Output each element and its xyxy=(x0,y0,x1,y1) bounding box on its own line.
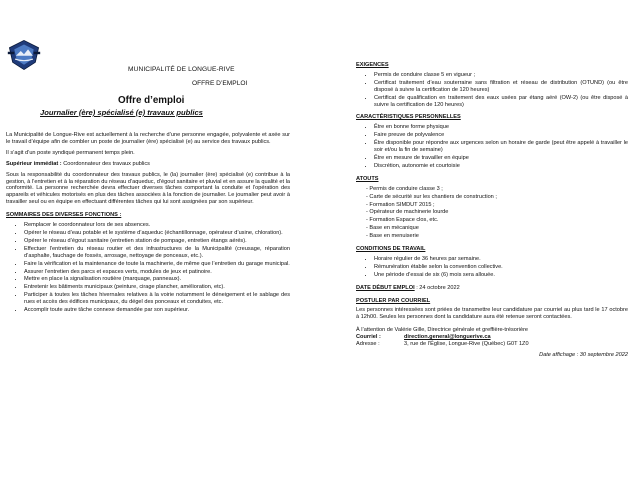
list-item: - Permis de conduire classe 3 ; xyxy=(366,186,628,193)
email-link[interactable]: direction.general@longuerive.ca xyxy=(404,334,491,341)
intro-status: Il s’agit d’un poste syndiqué permanent temps plein. xyxy=(6,149,135,156)
supervisor-label: Supérieur immédiat : xyxy=(6,160,62,167)
list-item: - Opérateur de machinerie lourde xyxy=(366,209,628,216)
conditions-list xyxy=(356,256,628,279)
list-item: • Être en bonne forme physique xyxy=(374,124,628,131)
description-paragraph: Sous la responsabilité du coordonnateur des travaux publics, le (la) journalier (ère) spécialisé (e) contribue à la gestion, à l’entretien et à la réparation du réseau d’aqueduc, d’égout sanitaire et pluvial et en assure la qualité et la conformité. La personne recherchée devra effectuer diverses tâches comportant la conduite et l’opération des appareils et véhicules motorisés en plus des tâches associées à la fonction de journalier. Le journalier peut avoir à travailler seul ou en équipe en effectuant différentes tâches qui lui sont assignées par son supérieur. xyxy=(6,171,290,206)
municipality-logo-icon xyxy=(6,38,42,72)
email-label: Courriel : xyxy=(356,334,381,341)
address-label: Adresse : xyxy=(356,341,380,348)
list-item: • Une période d’essai de six (6) mois sera allouée. xyxy=(374,272,628,279)
list-item: • Entretenir les bâtiments municipaux (peinture, cirage plancher, amélioration, etc). xyxy=(24,284,290,291)
list-item: • Opérer le réseau d’eau potable et le système d’aqueduc (échantillonnage, opérateur d’usine, chloration). xyxy=(24,230,290,237)
list-item: • Faire la vérification et la maintenance de toute la machinerie, de même que l’entretien du garage municipal. xyxy=(24,261,290,268)
list-item: • Participer à toutes les tâches hivernales relatives à la voirie notamment le déneigement et le sablage des rues et accès des édifices municipaux, du dégel des ponceaux et conduites, etc. xyxy=(24,292,290,306)
address-row xyxy=(356,341,628,348)
supervisor-line xyxy=(6,161,290,168)
list-item: • Discrétion, autonomie et courtoisie xyxy=(374,163,628,170)
list-item: • Effectuer l’entretien du réseau routier et des infrastructures de la Municipalité (creusage, réparation d’asphalte, fauchage de fossés, arrosage, nettoyage de ponceaux, etc.). xyxy=(24,246,290,260)
list-item: - Carte de sécurité sur les chantiers de construction ; xyxy=(366,194,628,201)
assets-list xyxy=(356,186,628,240)
requirements-list xyxy=(356,72,628,109)
list-item: - Base en menuiserie xyxy=(366,233,628,240)
list-item: • Permis de conduire classe 5 en vigueur ; xyxy=(374,72,628,79)
apply-text: Les personnes intéressées sont priées de transmettre leur candidature par courriel au plus tard le 17 octobre à 12h00. Seules les personnes dont la candidature aura été retenue seront contactées. xyxy=(356,307,628,321)
list-item: • Certificat de qualification en traitement des eaux usées par étang aéré (OW-2) (ou être disposé à suivre la certification de 120 heures) xyxy=(374,95,628,109)
apply-heading: POSTULER PAR COURRIEL xyxy=(356,297,431,304)
assets-heading: ATOUTS xyxy=(356,175,379,182)
address-value: 3, rue de l’Église, Longue-Rive (Québec) G0T 1Z0 xyxy=(404,341,529,348)
list-item: - Formation Espace clos, etc. xyxy=(366,217,628,224)
page-title: Offre d’emploi xyxy=(118,95,185,106)
supervisor-value: Coordonnateur des travaux publics xyxy=(61,160,150,167)
start-date-line xyxy=(356,285,628,292)
personal-heading: CARACTÉRISTIQUES PERSONNELLES xyxy=(356,114,461,121)
start-date-label: DATE DÉBUT EMPLOI xyxy=(356,284,415,291)
list-item: - Formation SIMDUT 2015 ; xyxy=(366,202,628,209)
left-column xyxy=(6,132,290,315)
list-item: • Opérer le réseau d’égout sanitaire (entretien station de pompage, entretien étangs aérés). xyxy=(24,238,290,245)
job-subtitle: Journalier (ère) spécialisé (e) travaux publics xyxy=(40,108,203,117)
list-item: • Horaire régulier de 36 heures par semaine. xyxy=(374,256,628,263)
list-item: • Assurer l’entretien des parcs et espaces verts, modules de jeux et patinoire. xyxy=(24,269,290,276)
list-item: • Remplacer le coordonnateur lors de ses absences. xyxy=(24,222,290,229)
conditions-heading: CONDITIONS DE TRAVAIL xyxy=(356,246,426,253)
list-item: • Rémunération établie selon la convention collective. xyxy=(374,264,628,271)
contact-block xyxy=(356,327,628,348)
list-item: • Faire preuve de polyvalence xyxy=(374,132,628,139)
intro-paragraph: La Municipalité de Longue-Rive est actuellement à la recherche d’une personne engagée, polyvalente et axée sur le travail d’équipe afin de combler un poste de journalier (ère) spécialisé (e) au service des travaux publics. xyxy=(6,132,290,145)
functions-heading: SOMMAIRES DES DIVERSES FONCTIONS : xyxy=(6,212,122,219)
list-item: - Base en mécanique xyxy=(366,225,628,232)
office-label: OFFRE D’EMPLOI xyxy=(192,80,248,87)
list-item: • Certificat traitement d’eau souterraine sans filtration et réseau de distribution (OTUND) (ou être disposé à suivre la certification de 120 heures) xyxy=(374,80,628,94)
personal-list xyxy=(356,124,628,169)
functions-list xyxy=(6,222,290,314)
right-column xyxy=(356,62,628,359)
list-item: • Mettre en place la signalisation routière (marquage, panneaux). xyxy=(24,276,290,283)
municipality-name: MUNICIPALITÉ DE LONGUE-RIVE xyxy=(128,66,235,73)
list-item: • Être disponible pour répondre aux urgences selon un horaire de garde (peut être appelé à travailler le soir et/ou la fin de semaine) xyxy=(374,140,628,154)
list-item: • Accomplir toute autre tâche connexe demandée par son supérieur. xyxy=(24,307,290,314)
start-date-value: : 24 octobre 2022 xyxy=(414,284,460,291)
requirements-heading: EXIGENCES xyxy=(356,62,389,68)
posting-date: Date affichage : 30 septembre 2022 xyxy=(539,352,628,358)
attention-line: À l’attention de Valérie Gille, Directrice générale et greffière-trésorière xyxy=(356,327,529,334)
list-item: • Être en mesure de travailler en équipe xyxy=(374,155,628,162)
